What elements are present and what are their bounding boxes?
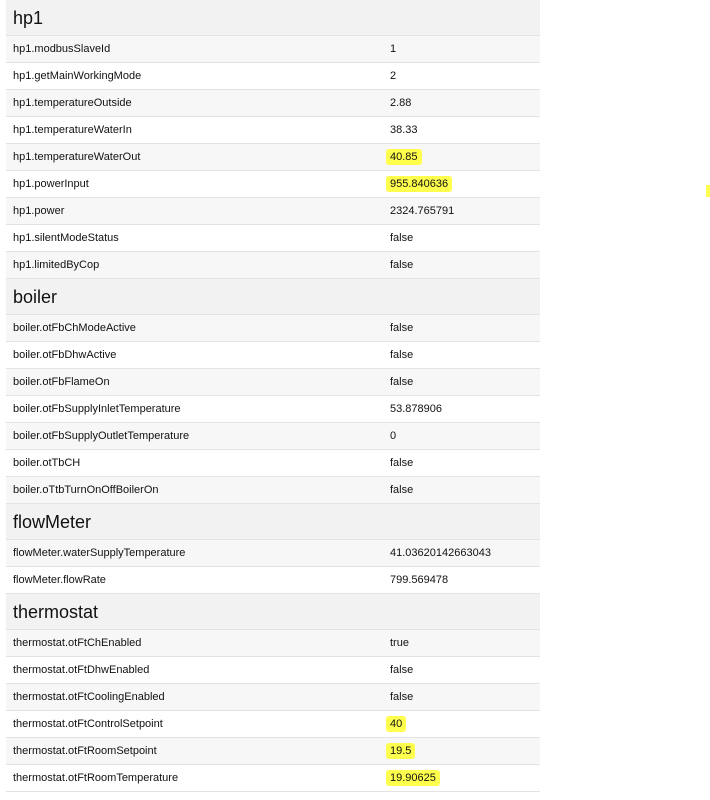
- property-value-cell: [390, 342, 540, 368]
- property-value-cell: [390, 396, 540, 422]
- property-value: true: [390, 637, 409, 649]
- property-value-cell: [390, 225, 540, 251]
- property-value: 799.569478: [390, 574, 449, 586]
- property-name: thermostat.otFtDhwEnabled: [13, 664, 150, 676]
- property-value-cell: [390, 567, 540, 593]
- property-value-cell: [390, 711, 540, 737]
- property-value-cell: [390, 90, 540, 116]
- property-value: 2324.765791: [390, 205, 455, 217]
- property-value-cell: [390, 252, 540, 278]
- property-value-cell: [390, 477, 540, 503]
- property-name: hp1.temperatureWaterIn: [13, 124, 132, 136]
- property-value-cell: [390, 630, 540, 656]
- property-name: hp1.silentModeStatus: [13, 232, 119, 244]
- table-row: [6, 396, 540, 423]
- property-name: boiler.otFbSupplyOutletTemperature: [13, 430, 190, 442]
- table-row: [6, 36, 540, 63]
- section-header-thermostat: thermostat: [6, 594, 540, 630]
- table-row: [6, 63, 540, 90]
- property-name: thermostat.otFtRoomTemperature: [13, 772, 179, 784]
- table-row: [6, 765, 540, 792]
- property-value-cell: [390, 540, 540, 566]
- property-value-cell: [390, 738, 540, 764]
- property-value: false: [390, 349, 414, 361]
- highlighted-value: 955.840636: [386, 176, 452, 192]
- section-header-boiler: boiler: [6, 279, 540, 315]
- table-row: [6, 117, 540, 144]
- values-table: [6, 0, 540, 792]
- property-value-cell: [390, 117, 540, 143]
- property-value: false: [390, 664, 414, 676]
- table-row: [6, 171, 540, 198]
- property-value-cell: [390, 36, 540, 62]
- property-name: thermostat.otFtChEnabled: [13, 637, 142, 649]
- table-row: [6, 477, 540, 504]
- table-row: [6, 423, 540, 450]
- property-value-cell: [390, 63, 540, 89]
- table-row: [6, 369, 540, 396]
- property-name: hp1.temperatureOutside: [13, 97, 132, 109]
- highlighted-value: 40.85: [386, 149, 422, 165]
- property-name: boiler.otFbFlameOn: [13, 376, 110, 388]
- property-value: 2.88: [390, 97, 412, 109]
- table-row: [6, 738, 540, 765]
- property-value-cell: [390, 369, 540, 395]
- table-row: [6, 342, 540, 369]
- table-row: [6, 225, 540, 252]
- table-row: [6, 144, 540, 171]
- property-value: 41.03620142663043: [390, 547, 491, 559]
- section-header-flowMeter: flowMeter: [6, 504, 540, 540]
- property-name: hp1.getMainWorkingMode: [13, 70, 142, 82]
- property-value-cell: [390, 198, 540, 224]
- property-value-cell: [390, 171, 540, 197]
- property-value-cell: [390, 315, 540, 341]
- highlighter-mark: [706, 185, 710, 197]
- table-row: [6, 252, 540, 279]
- property-name: boiler.otTbCH: [13, 457, 81, 469]
- table-row: [6, 684, 540, 711]
- table-row: [6, 90, 540, 117]
- property-value: false: [390, 232, 414, 244]
- property-name: boiler.oTtbTurnOnOffBoilerOn: [13, 484, 159, 496]
- table-row: [6, 540, 540, 567]
- table-row: [6, 567, 540, 594]
- property-value: 0: [390, 430, 397, 442]
- property-value-cell: [390, 144, 540, 170]
- property-name: boiler.otFbDhwActive: [13, 349, 117, 361]
- table-row: [6, 657, 540, 684]
- property-name: thermostat.otFtRoomSetpoint: [13, 745, 157, 757]
- property-name: hp1.power: [13, 205, 65, 217]
- property-value: false: [390, 322, 414, 334]
- property-value: 1: [390, 43, 397, 55]
- property-value-cell: [390, 423, 540, 449]
- property-name: flowMeter.flowRate: [13, 574, 106, 586]
- highlighted-value: 19.5: [386, 743, 415, 759]
- property-value: 38.33: [390, 124, 418, 136]
- property-name: hp1.powerInput: [13, 178, 89, 190]
- property-value: false: [390, 457, 414, 469]
- property-name: hp1.limitedByCop: [13, 259, 100, 271]
- property-value-cell: [390, 450, 540, 476]
- property-value-cell: [390, 657, 540, 683]
- property-name: boiler.otFbSupplyInletTemperature: [13, 403, 181, 415]
- table-row: [6, 630, 540, 657]
- property-name: thermostat.otFtControlSetpoint: [13, 718, 163, 730]
- property-value: false: [390, 259, 414, 271]
- property-value: false: [390, 484, 414, 496]
- highlighted-value: 19.90625: [386, 770, 440, 786]
- property-name: boiler.otFbChModeActive: [13, 322, 136, 334]
- property-value-cell: [390, 684, 540, 710]
- property-name: flowMeter.waterSupplyTemperature: [13, 547, 186, 559]
- table-row: [6, 315, 540, 342]
- highlighted-value: 40: [386, 716, 406, 732]
- property-value: 53.878906: [390, 403, 442, 415]
- table-row: [6, 450, 540, 477]
- table-row: [6, 711, 540, 738]
- property-name: thermostat.otFtCoolingEnabled: [13, 691, 165, 703]
- property-name: hp1.modbusSlaveId: [13, 43, 111, 55]
- property-name: hp1.temperatureWaterOut: [13, 151, 141, 163]
- property-value: false: [390, 691, 414, 703]
- property-value: false: [390, 376, 414, 388]
- table-row: [6, 198, 540, 225]
- section-header-hp1: hp1: [6, 0, 540, 36]
- property-value-cell: [390, 765, 540, 791]
- property-value: 2: [390, 70, 397, 82]
